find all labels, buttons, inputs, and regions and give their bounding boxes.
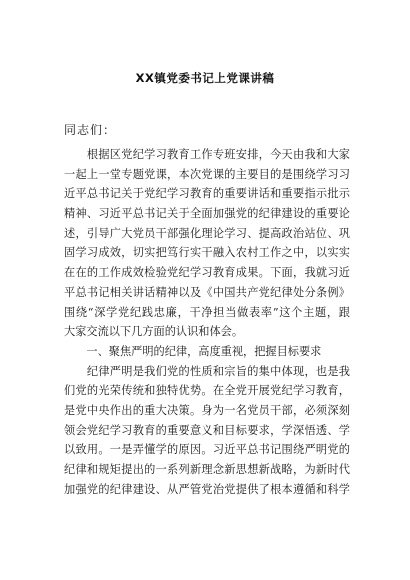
salutation: 同志们： (64, 123, 117, 137)
text-line: 固学习成效，切实把笃行实干融入农村工作之中，以实实 (64, 246, 350, 260)
text-line: 领会党纪学习教育的重要意义和目标要求，学深悟透、学 (64, 423, 350, 437)
text-line: 们党的光荣传统和独特优势。在全党开展党纪学习教育， (64, 384, 350, 398)
text-line: 大家交流以下几方面的认识和体会。 (64, 325, 244, 339)
body-text (64, 145, 350, 499)
text-line: 加强党的纪律建设、从严管党治党提供了根本遵循和科学 (64, 482, 350, 496)
text-line: 在在的工作成效检验党纪学习教育成果。下面，我就习近 (64, 266, 350, 280)
text-line: 纪律和规矩提出的一系列新理念新思想新战略，为新时代 (64, 463, 350, 476)
text-line: 以致用。一是弄懂学的原因。习近平总书记围绕严明党的 (64, 443, 350, 457)
text-line: 精神、习近平总书记关于全面加强党的纪律建设的重要论 (64, 207, 350, 221)
text-line: 述，引导广大党员干部强化理论学习、提高政治站位、巩 (64, 226, 350, 240)
text-line: 纪律严明是我们党的性质和宗旨的集中体现，也是我 (64, 364, 350, 378)
text-line: 平总书记相关讲话精神以及《中国共产党纪律处分条例》 (64, 285, 350, 299)
text-line: 一起上一堂专题党课，本次党课的主要目的是围绕学习习 (64, 167, 350, 181)
text-line: 近平总书记关于党纪学习教育的重要讲话和重要指示批示 (64, 187, 350, 201)
text-line: 一、聚焦严明的纪律，高度重视，把握目标要求 (64, 344, 322, 358)
text-line: 是党中央作出的重大决策。身为一名党员干部，必须深刻 (64, 403, 350, 417)
text-line: 围绕“深学党纪践忠廉，干净担当做表率”这个主题，跟 (64, 305, 350, 319)
document-title: XX镇党委书记上党课讲稿 (135, 71, 275, 85)
text-line: 根据区党纪学习教育工作专班安排，今天由我和大家 (64, 148, 350, 161)
